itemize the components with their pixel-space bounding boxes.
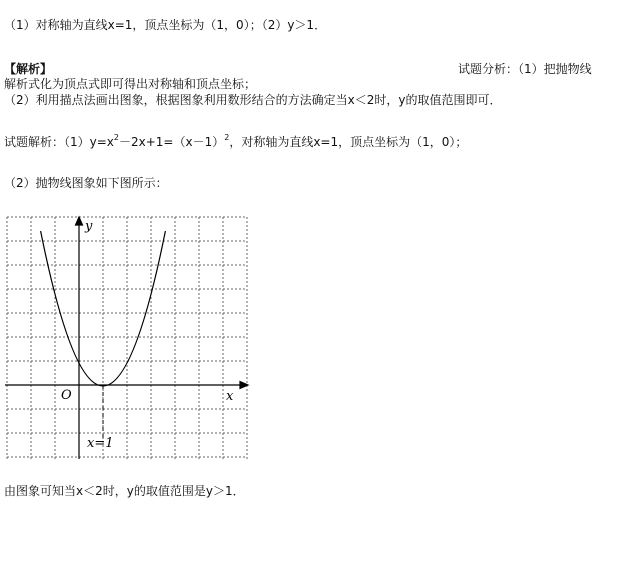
- analysis-right-label: 试题分析：（1）把抛物线: [458, 62, 592, 76]
- x-axis-label: x: [226, 389, 234, 404]
- solution-line-1-prefix: 试题解析：（1）y=x: [4, 135, 114, 149]
- analysis-line-3: （2）利用描点法画出图象，根据图象利用数形结合的方法确定当x＜2时，y的取值范围即可．: [4, 93, 502, 107]
- solution-line-1-sup-2: 2: [224, 133, 230, 142]
- origin-label: O: [61, 388, 72, 403]
- y-axis-label: y: [85, 219, 93, 234]
- solution-line-1: [4, 135, 467, 149]
- parabola-figure: [0, 210, 260, 460]
- axis-of-symmetry-label: x=1: [87, 436, 114, 451]
- solution-line-1-suffix: ，对称轴为直线x=1，顶点坐标为（1，0）；: [229, 135, 468, 149]
- solution-line-1-middle: －2x+1=（x－1）: [119, 135, 225, 149]
- answer-line: （1）对称轴为直线x=1，顶点坐标为（1，0）；（2）y＞1．: [4, 18, 327, 32]
- y-axis-arrow-icon: [76, 217, 83, 225]
- analysis-header: 【解析】: [4, 62, 53, 76]
- analysis-line-2: 解析式化为顶点式即可得出对称轴和顶点坐标；: [4, 77, 257, 91]
- solution-line-1-sup-1: 2: [113, 133, 119, 142]
- conclusion-line: 由图象可知当x＜2时，y的取值范围是y＞1．: [4, 484, 245, 498]
- grid: [7, 217, 247, 459]
- solution-line-2: （2）抛物线图象如下图所示：: [4, 176, 168, 190]
